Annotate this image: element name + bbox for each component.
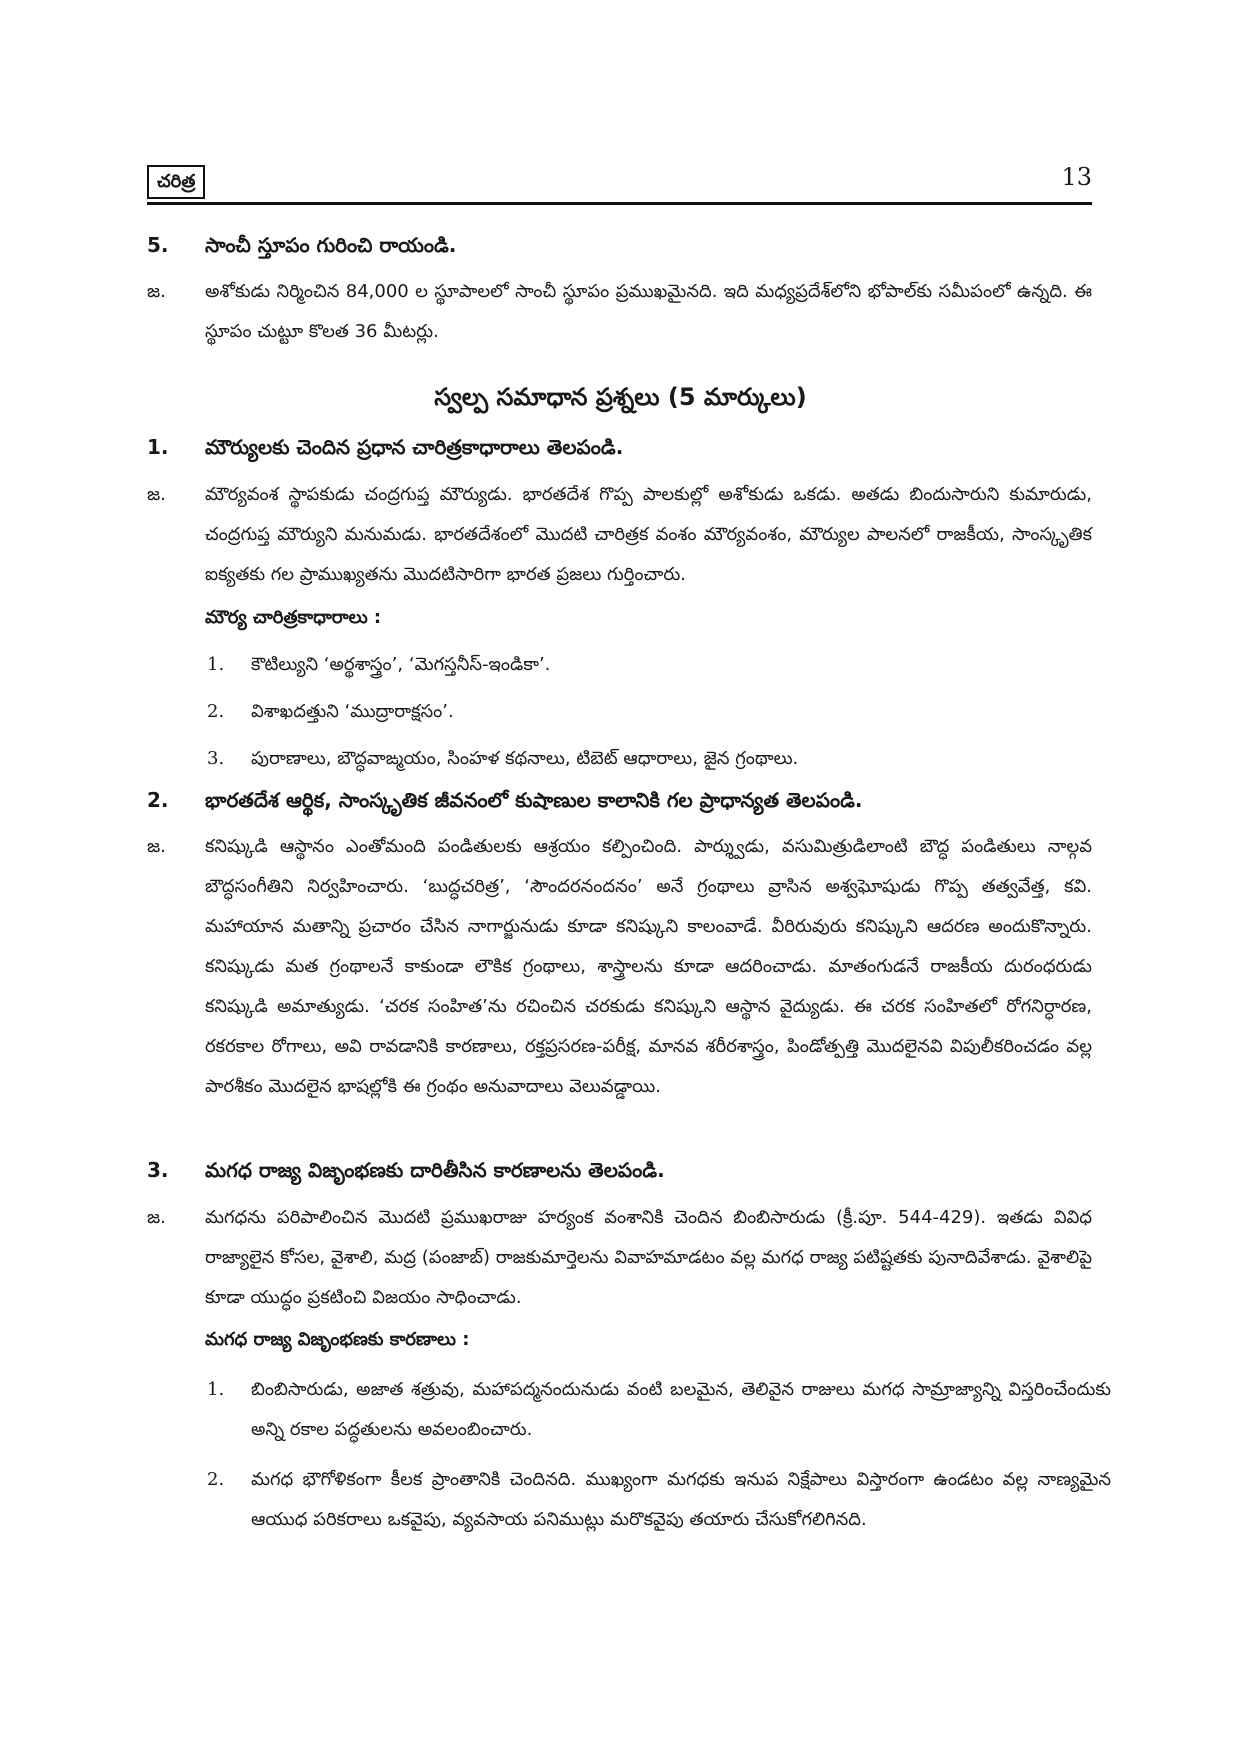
- list-text: మగధ భౌగోళికంగా కీలక ప్రాంతానికి చెందినది. ముఖ్యంగా మగధకు ఇనుప నిక్షేపాలు విస్తారంగా ఉండటం వల్ల నాణ్యమైన ఆయుధ పరికరాలు ఒకవైపు, వ్యవసాయ పనిముట్లు మరొకవైపు తయారు చేసుకోగలిగినది.: [251, 1469, 1111, 1530]
- question-number: 5.: [147, 233, 169, 257]
- question-number: 2.: [147, 788, 169, 812]
- answer-5: [147, 272, 1092, 352]
- question-2: [147, 785, 1092, 815]
- question-text: మౌర్యులకు చెందిన ప్రధాన చారిత్రకాధారాలు తెలపండి.: [205, 435, 624, 459]
- answer-text: అశోకుడు నిర్మించిన 84,000 ల స్థూపాలలో సాంచీ స్థూపం ప్రముఖమైనది. ఇది మధ్యప్రదేశ్‌లోని భోపాల్‌కు సమీపంలో ఉన్నది. ఈ స్థూపం చుట్టూ కొలత 36 మీటర్లు.: [205, 281, 1092, 342]
- answer-text: మౌర్యవంశ స్థాపకుడు చంద్రగుప్త మౌర్యుడు. భారతదేశ గొప్ప పాలకుల్లో అశోకుడు ఒకడు. అతడు బిందుసారుని కుమారుడు, చంద్రగుప్త మౌర్యుని మనుమడు. భారతదేశంలో మొదటి చారిత్రక వంశం మౌర్యవంశం, మౌర్యుల పాలనలో రాజకీయ, సాంస్కృతిక ఐక్యతకు గల ప్రాముఖ్యతను మొదటిసారిగా భారత ప్రజలు గుర్తించారు.: [205, 484, 1092, 585]
- section-title: స్వల్ప సమాధాన ప్రశ్నలు (5 మార్కులు): [434, 383, 807, 411]
- question-number: 3.: [147, 1158, 169, 1182]
- answer-mark: జ.: [147, 484, 166, 505]
- list-number: 1.: [207, 1379, 225, 1400]
- question-text: మగధ రాజ్య విజృంభణకు దారితీసిన కారణాలను తెలపండి.: [205, 1158, 665, 1182]
- list-number: 3.: [207, 748, 225, 769]
- answer-2: [147, 827, 1092, 1147]
- header-rule: [147, 202, 1092, 205]
- answer-3: [147, 1198, 1092, 1318]
- section-label: చరిత్ర: [147, 165, 205, 199]
- question-3: [147, 1155, 1092, 1185]
- subheading: మగధ రాజ్య విజృంభణకు కారణాలు :: [205, 1329, 470, 1350]
- question-5: [147, 230, 1092, 260]
- question-number: 1.: [147, 435, 169, 459]
- question-text: భారతదేశ ఆర్థిక, సాంస్కృతిక జీవనంలో కుషాణుల కాలానికి గల ప్రాధాన్యత తెలపండి.: [205, 788, 863, 812]
- answer-mark: జ.: [147, 1207, 166, 1228]
- answer-text: కనిష్కుడి ఆస్థానం ఎంతోమంది పండితులకు ఆశ్రయం కల్పించింది. పార్శ్వుడు, వసుమిత్రుడిలాంటి బౌద్ధ పండితులు నాల్గవ బౌద్ధసంగీతిని నిర్వహించారు. ‘బుద్ధచరిత్ర’, ‘సౌందరనందనం’ అనే గ్రంథాలు వ్రాసిన అశ్వఘోషుడు గొప్ప తత్వవేత్త, కవి. మహాయాన మతాన్ని ప్రచారం చేసిన నాగార్జునుడు కూడా కనిష్కుని కాలంవాడే. వీరిరువురు కనిష్కుని ఆదరణ అందుకొన్నారు. కనిష్కుడు మత గ్రంథాలనే కాకుండా లౌకిక గ్రంథాలు, శాస్త్రాలను కూడా ఆదరించాడు. మాతంగుడనే రాజకీయ దురంధరుడు కనిష్కుడి అమాత్యుడు. ‘చరక సంహిత’ను రచించిన చరకుడు కనిష్కుని ఆస్థాన వైద్యుడు. ఈ చరక సంహితలో రోగనిర్ధారణ, రకరకాల రోగాలు, అవి రావడానికి కారణాలు, రక్తప్రసరణ-పరీక్ష, మానవ శరీరశాస్త్రం, పిండోత్పత్తి మొదలైనవి విపులీకరించడం వల్ల పారశీకం మొదలైన భాషల్లోకి ఈ గ్రంథం అనువాదాలు వెలువడ్డాయి.: [205, 836, 1092, 1097]
- list-number: 2.: [207, 701, 225, 722]
- list-number: 2.: [207, 1469, 225, 1490]
- list-text: పురాణాలు, బౌద్ధవాఙ్మయం, సింహళ కథనాలు, టిబెట్ ఆధారాలు, జైన గ్రంథాలు.: [251, 748, 799, 769]
- answer-mark: జ.: [147, 281, 166, 302]
- question-1: [147, 432, 1092, 462]
- list-number: 1.: [207, 654, 225, 675]
- answer-1: [147, 475, 1092, 595]
- answer-text: మగధను పరిపాలించిన మొదటి ప్రముఖరాజు హర్యంక వంశానికి చెందిన బింబిసారుడు (క్రీ.పూ. 544-429). ఇతడు వివిధ రాజ్యాలైన కోసల, వైశాలి, మద్ర (పంజాబ్) రాజకుమార్తెలను వివాహమాడటం వల్ల మగధ రాజ్య పటిష్టతకు పునాదివేశాడు. వైశాలిపై కూడా యుద్ధం ప్రకటించి విజయం సాధించాడు.: [205, 1207, 1092, 1308]
- page-number: 13: [1061, 163, 1092, 191]
- page-header: [147, 165, 1092, 205]
- list-text: కౌటిల్యుని ‘అర్థశాస్త్రం’, ‘మెగస్తనీస్-ఇండికా’.: [251, 654, 551, 675]
- subheading: మౌర్య చారిత్రకాధారాలు :: [205, 607, 382, 628]
- answer-mark: జ.: [147, 836, 166, 857]
- list-text: బింబిసారుడు, అజాత శత్రువు, మహాపద్మనందునుడు వంటి బలమైన, తెలివైన రాజులు మగధ సామ్రాజ్యాన్ని విస్తరించేందుకు అన్ని రకాల పద్ధతులను అవలంబించారు.: [251, 1379, 1111, 1440]
- list-text: విశాఖదత్తుని ‘ముద్రారాక్షసం’.: [251, 701, 454, 722]
- question-text: సాంచీ స్తూపం గురించి రాయండి.: [205, 233, 457, 257]
